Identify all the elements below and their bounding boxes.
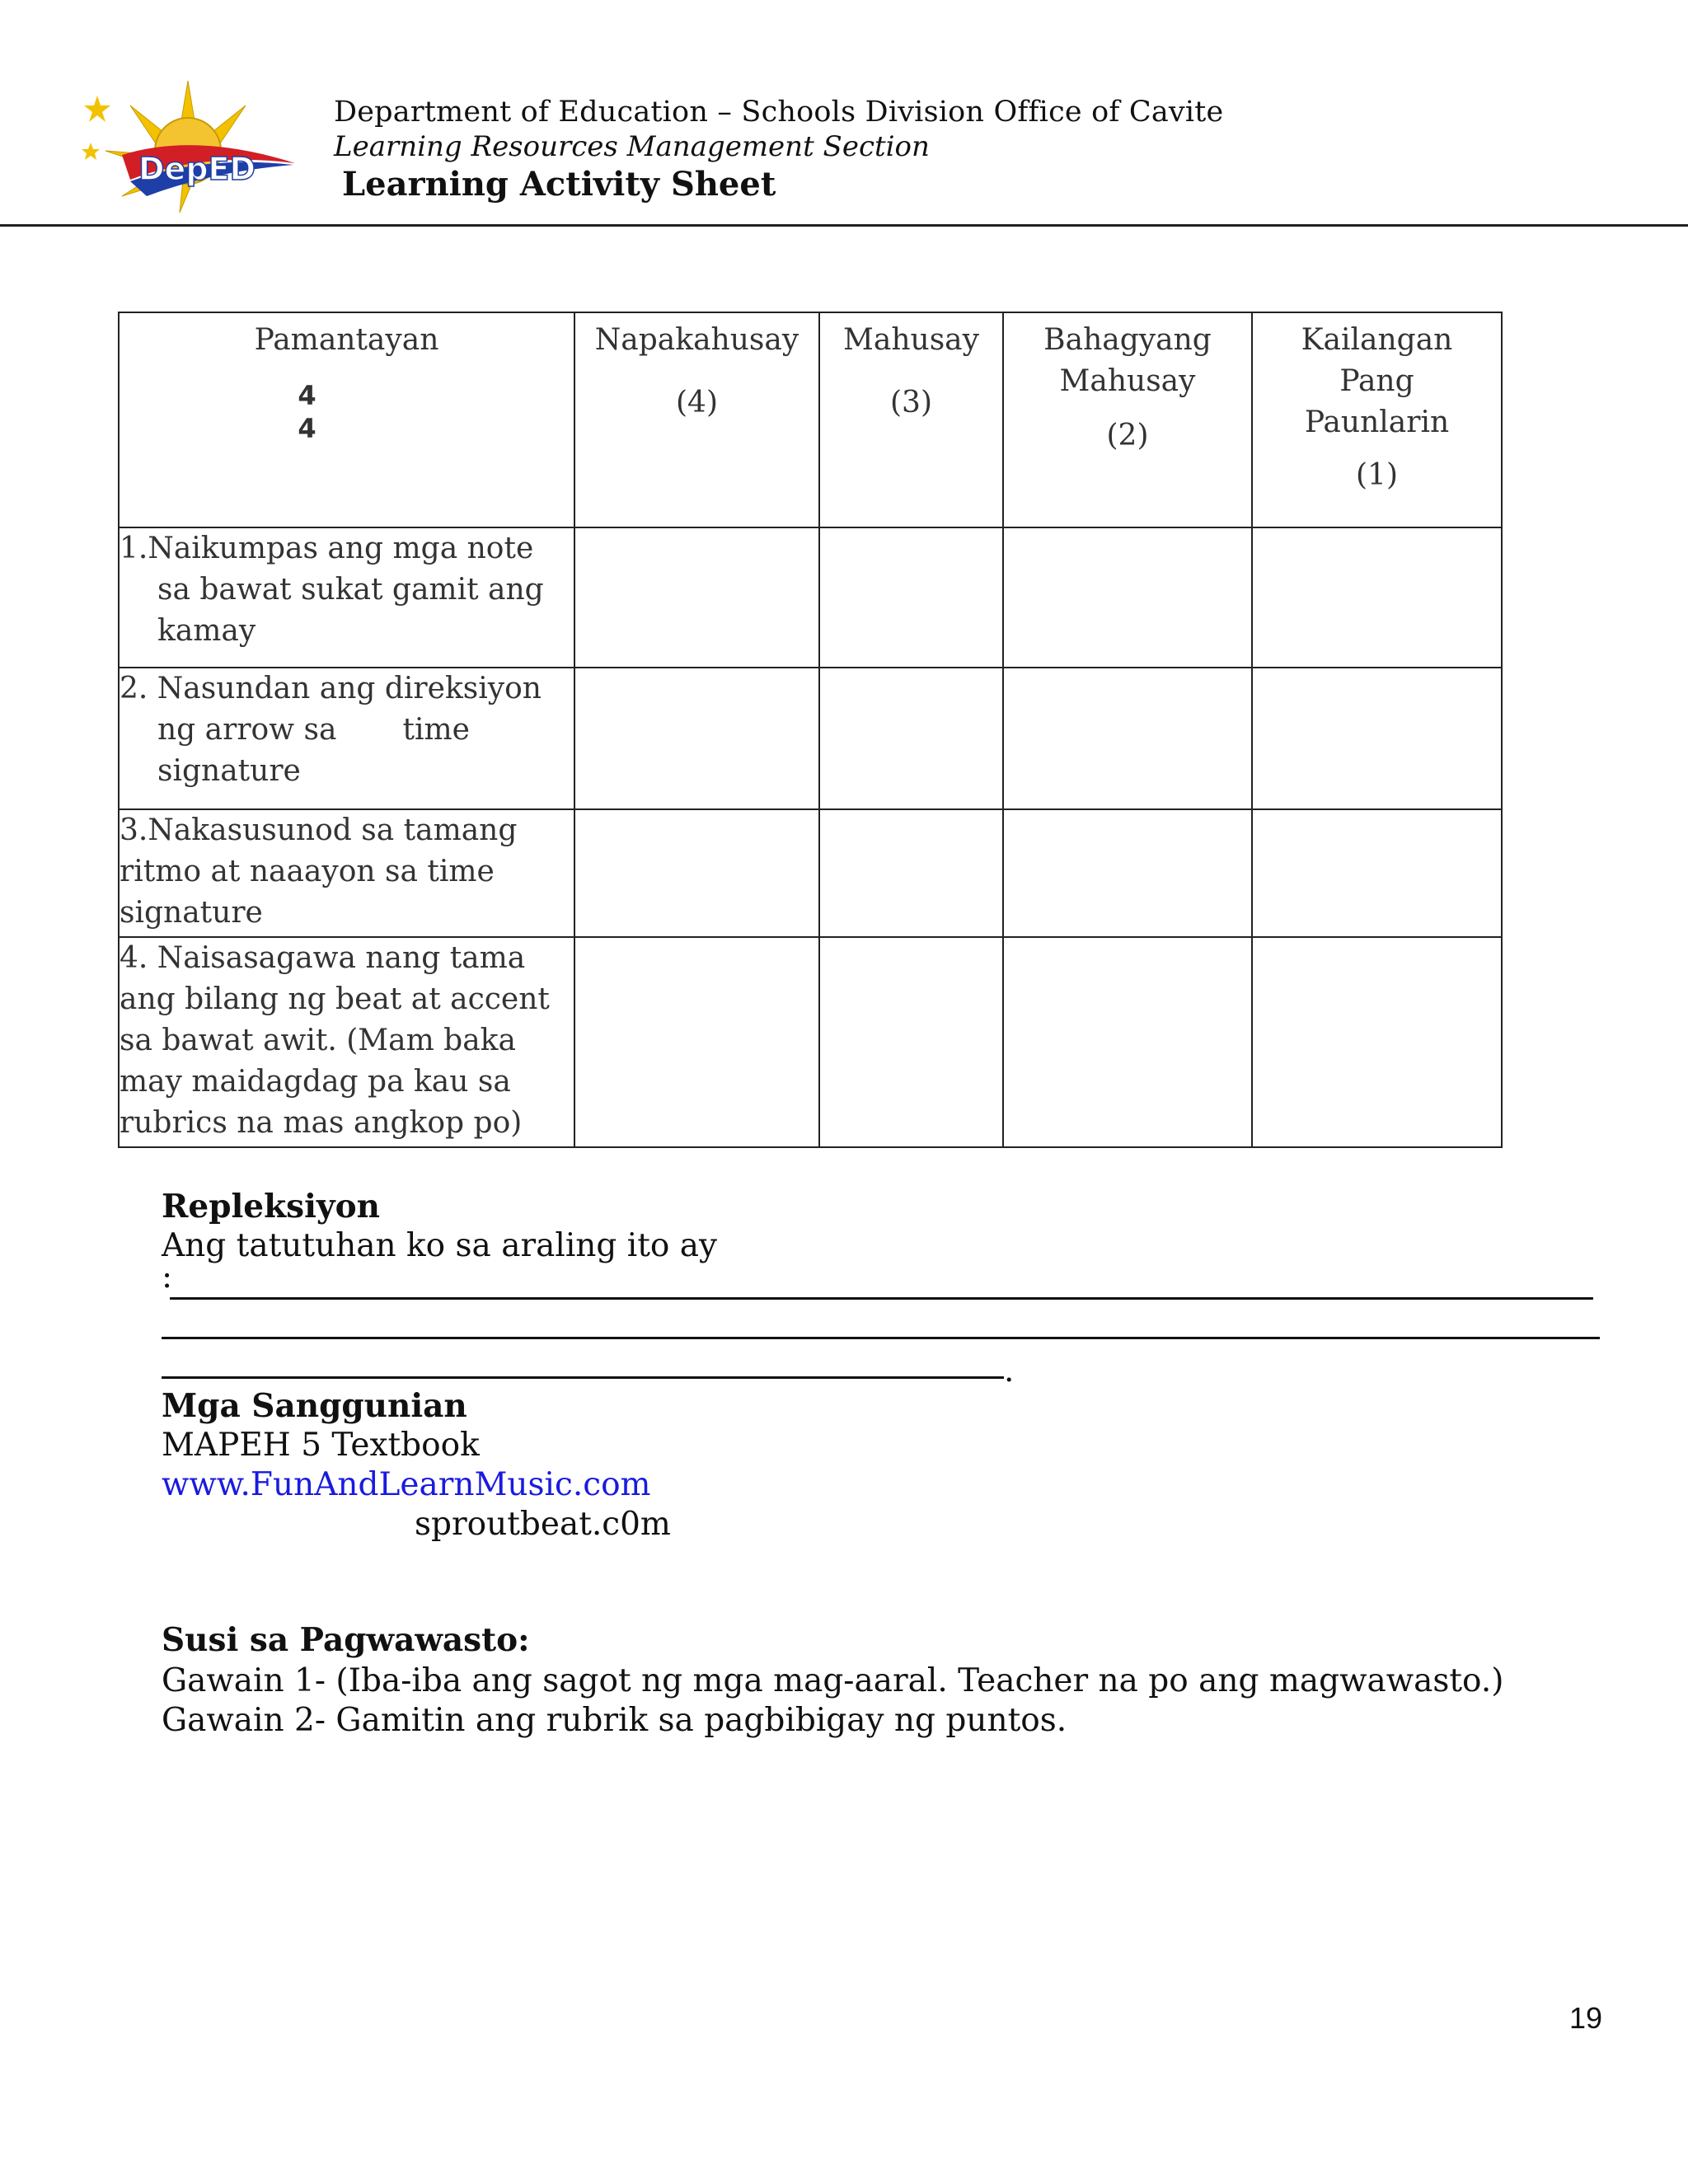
reference-sproutbeat: sproutbeat.c0m (415, 1506, 671, 1543)
table-row (119, 937, 1502, 1147)
rating-cell[interactable] (1252, 937, 1502, 1147)
score-2: (2) (1106, 419, 1149, 452)
reference-link[interactable]: www.FunAndLearnMusic.com (162, 1466, 651, 1503)
answer-end-period: . (1004, 1352, 1015, 1390)
paunlarin-label: Paunlarin (1304, 405, 1450, 439)
rubric-header-row (119, 312, 1502, 527)
score-3: (3) (890, 386, 932, 419)
time-signature-top: 4 (298, 380, 316, 411)
answer-line-3[interactable] (162, 1376, 1004, 1379)
table-row (119, 809, 1502, 937)
rubric-table (118, 312, 1503, 1148)
rating-cell[interactable] (1003, 527, 1252, 668)
criterion-1: 1.Naikumpas ang mga note sa bawat sukat gamit ang kamay (119, 527, 574, 668)
header-title: Learning Activity Sheet (342, 165, 776, 204)
rating-cell[interactable] (819, 527, 1003, 668)
table-row (119, 668, 1502, 809)
mahusay2-label: Mahusay (1059, 364, 1196, 398)
table-row (119, 527, 1502, 668)
mahusay-label: Mahusay (843, 323, 979, 357)
rating-cell[interactable] (574, 809, 819, 937)
rating-cell[interactable] (1252, 527, 1502, 668)
answer-key-item-1: Gawain 1- (Iba-iba ang sagot ng mga mag-aaral. Teacher na po ang magwawasto.) (162, 1662, 1504, 1699)
kailangan-label: Kailangan (1301, 323, 1453, 357)
rating-cell[interactable] (574, 937, 819, 1147)
rating-cell[interactable] (574, 527, 819, 668)
score-1: (1) (1356, 458, 1398, 492)
header-pamantayan (119, 312, 574, 527)
header-section: Learning Resources Management Section (334, 130, 930, 163)
header-kailangan-pang-paunlarin (1252, 312, 1502, 527)
pamantayan-label: Pamantayan (254, 323, 439, 357)
page-number: 19 (1569, 2001, 1603, 2035)
rating-cell[interactable] (574, 668, 819, 809)
rating-cell[interactable] (1252, 809, 1502, 937)
header-department: Department of Education – Schools Division Office of Cavite (334, 96, 1224, 129)
criterion-4: 4. Naisasagawa nang tama ang bilang ng beat at accent sa bawat awit. (Mam baka may maidagdag pa kau sa rubrics na mas angkop po) (119, 937, 574, 1147)
reference-textbook: MAPEH 5 Textbook (162, 1427, 480, 1464)
criterion-2: 2. Nasundan ang direksiyon ng arrow sa time signature (119, 668, 574, 809)
time-signature-bottom: 4 (298, 413, 316, 444)
header-bahagyang-mahusay (1003, 312, 1252, 527)
answer-line-1[interactable] (170, 1297, 1593, 1300)
header-mahusay (819, 312, 1003, 527)
rating-cell[interactable] (1003, 937, 1252, 1147)
rating-cell[interactable] (1003, 809, 1252, 937)
criterion-3: 3.Nakasusunod sa tamang ritmo at naaayon sa time signature (119, 809, 574, 937)
bahagyang-label: Bahagyang (1043, 323, 1212, 357)
reflection-prompt: Ang tatutuhan ko sa araling ito ay (162, 1227, 718, 1264)
rating-cell[interactable] (1003, 668, 1252, 809)
answer-line-2[interactable] (162, 1337, 1600, 1339)
answer-key-title: Susi sa Pagwawasto: (162, 1621, 530, 1659)
logo-text: DepED (138, 151, 256, 187)
references-title: Mga Sanggunian (162, 1387, 467, 1425)
deped-cavite-logo (73, 73, 303, 217)
rating-cell[interactable] (819, 668, 1003, 809)
pang-label: Pang (1339, 364, 1414, 398)
header-napakahusay (574, 312, 819, 527)
score-4: (4) (676, 386, 718, 419)
reflection-title: Repleksiyon (162, 1188, 380, 1226)
reflection-colon: : (162, 1258, 173, 1296)
rating-cell[interactable] (819, 809, 1003, 937)
logo-subtext: CAVITE (198, 193, 257, 210)
header-divider (0, 224, 1688, 227)
rating-cell[interactable] (1252, 668, 1502, 809)
napakahusay-label: Napakahusay (594, 323, 799, 357)
rating-cell[interactable] (819, 937, 1003, 1147)
answer-key-item-2: Gawain 2- Gamitin ang rubrik sa pagbibigay ng puntos. (162, 1702, 1067, 1739)
